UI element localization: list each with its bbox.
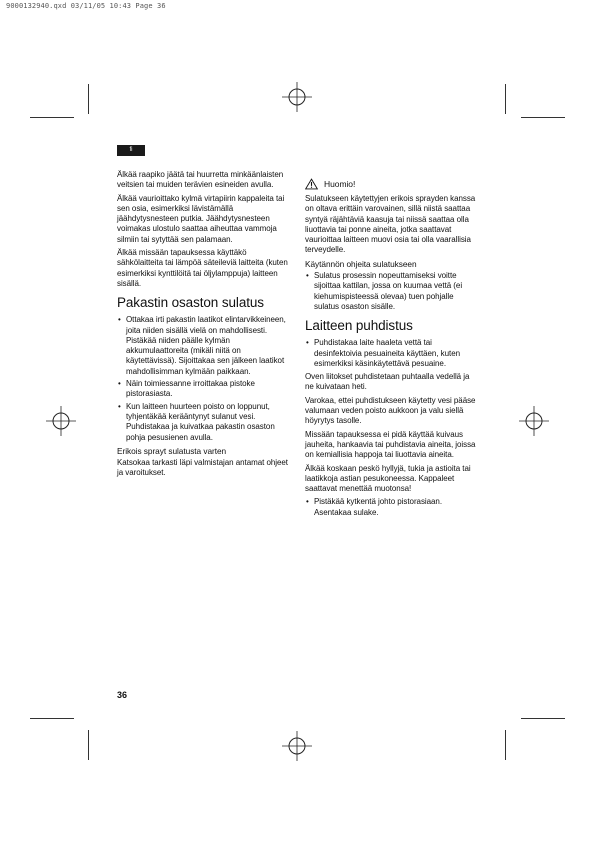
print-slug: 9000132940.qxd 03/11/05 10:43 Page 36 (6, 2, 166, 10)
subheading: Käytännön ohjeita sulatukseen (305, 258, 417, 269)
crop-mark (30, 718, 74, 719)
body-paragraph: Varokaa, ettei puhdistukseen käytetty vesi pääse valumaan veden poisto aukkoon ja valu siellä höyrytys tasolle. (305, 395, 476, 426)
left-column (117, 170, 289, 482)
body-paragraph: Oven liitokset puhdistetaan puhtaalla vedellä ja ne kuivataan heti. (305, 372, 470, 392)
registration-mark-icon (282, 731, 312, 761)
list-item: • Kun laitteen huurteen poisto on loppunut, tyhjentäkää kerääntynyt sulanut vesi. Puhdistakaa ja kuivatkaa pakastin osaston pohja pesusienen avulla. (117, 402, 289, 443)
outro-paragraph: Katsokaa tarkasti läpi valmistajan antamat ohjeet ja varoitukset. (117, 458, 288, 478)
right-column (305, 178, 480, 521)
language-tab: fi (117, 145, 145, 156)
list-item: • Pistäkää kytkentä johto pistorasiaan. Asentakaa sulake. (305, 497, 480, 518)
warning-text: Sulatukseen käytettyjen erikois sprayden kanssa on oltava erittäin varovainen, sillä niistä saattaa syntyä räjähtäviä kaasuja tai niissä saattaa olla liuottavia tai ponne aineita, jotka saattavat vaurioittaa laitteen muovi osia tai olla vaarallisia terveydelle. (305, 194, 476, 255)
crop-mark (521, 718, 565, 719)
bullet-list (117, 315, 289, 443)
bullet-list (305, 271, 480, 312)
crop-mark (30, 117, 74, 118)
warning-header (305, 178, 480, 190)
warning-triangle-icon (305, 178, 318, 190)
intro-paragraph: Älkää vaurioittako kylmä virtapiirin kappaleita tai sen osia, esimerkiksi lävistämällä jäähdytysnesteen putkia. Jäähdytysnesteen voimakas ulostulo saattaa aiheuttaa vammoja silmiin tai sytyttää sen palamaan. (117, 193, 285, 244)
warning-title: Huomio! (324, 178, 356, 189)
registration-mark-icon (519, 406, 549, 436)
bullet-list (305, 338, 480, 369)
body-paragraph: Missään tapauksessa ei pidä käyttää kuivaus jauheita, hankaavia tai puhdistavia aineita, joissa on kemiallisia happoja tai liuottavia aineita. (305, 429, 476, 460)
section-heading: Pakastin osaston sulatus (117, 295, 264, 311)
intro-paragraph: Älkää missään tapauksessa käyttäkö sähkölaitteita tai lämpöä säteileviä laitteita (kuten esimerkiksi kynttilöitä tai öljylamppuja) laitteen sisällä. (117, 248, 288, 288)
body-paragraph: Älkää koskaan peskö hyllyjä, tukia ja astioita tai laatikkoja astian pesukoneessa. Kappaleet saattavat menettää muotonsa! (305, 463, 471, 494)
page-number: 36 (117, 690, 128, 700)
list-item: • Puhdistakaa laite haaleta vettä tai desinfektoivia pesuaineita käyttäen, kuten esimerkiksi käsinkäytettävä pesuaine. (305, 338, 480, 369)
registration-mark-icon (46, 406, 76, 436)
intro-paragraph: Älkää raapiko jäätä tai huurretta minkäänlaisten veitsien tai muiden terävien esineiden avulla. (117, 170, 284, 190)
crop-mark (505, 84, 506, 114)
crop-mark (88, 730, 89, 760)
bullet-list (305, 497, 480, 518)
section-heading: Laitteen puhdistus (305, 318, 413, 334)
registration-mark-icon (282, 82, 312, 112)
crop-mark (88, 84, 89, 114)
subheading: Erikois sprayt sulatusta varten (117, 445, 227, 456)
list-item: • Sulatus prosessin nopeuttamiseksi voitte sijoittaa kattilan, jossa on kuumaa vettä (ei kiehumispisteessä olevaa) tuen pohjalle sulatus osaston sisälle. (305, 271, 480, 312)
list-item: • Näin toimiessanne irroittakaa pistoke pistorasiasta. (117, 379, 289, 400)
crop-mark (505, 730, 506, 760)
crop-mark (521, 117, 565, 118)
list-item: • Ottakaa irti pakastin laatikot elintarvikkeineen, joita niiden sisällä vielä on mahdollisesti. Pistäkää niiden päälle kylmän akkumulaattoreita (mikäli niitä on käytettävissä). Sijoittakaa sen jälkeen laatikot mahdollisimman kylmään paikkaan. (117, 315, 289, 377)
